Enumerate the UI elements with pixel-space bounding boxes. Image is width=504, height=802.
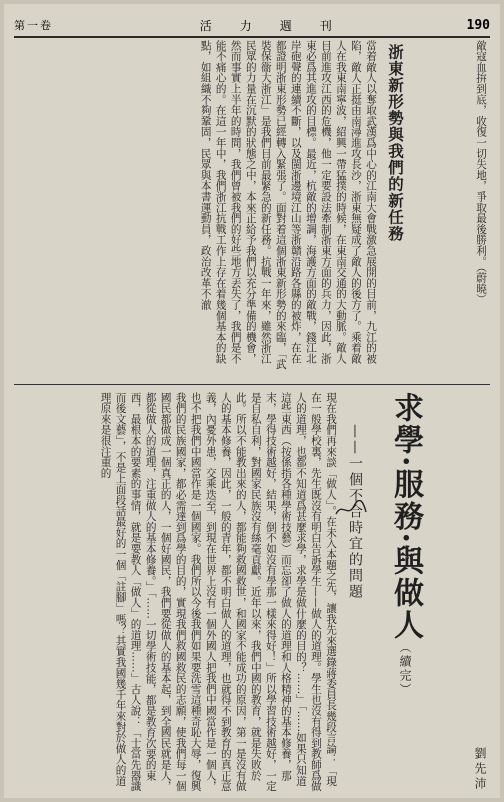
article1-title: 浙東新形勢與我們的新任務 [386,44,405,242]
article2-title-block [366,392,422,772]
journal-name: 活力週刊 [199,18,360,33]
section-divider [14,384,490,385]
issue-label: 第一卷 [14,19,53,32]
article2-subtitle: ——一個不合時宜的問題 [347,424,363,600]
handwritten-annotation-mark [334,500,368,520]
page-number: 190 [466,17,490,33]
article1-continued-text: 敵寇血拚到底，收復一切失地，爭取最後勝利。（蔚曉） [475,40,487,305]
page [4,4,500,798]
article1-body: 當着敵人以奪取武漢爲中心的江南大會戰激急展開的目前，九江的被陷，敵人正挺由南潯進攻長沙，浙東無疑成了敵人的後方了。乘着敵人在我東南寧波，紹興一帶猛撲的時候，在東南交通的大動脈。敵人目前進攻江西的危機，他一定要設法牽制浙東方面的兵力，因此，浙東必爲其進攻的目標。最近，杭敵的增調，海護方面的敵戰，錢江北岸砲聲的連續不斷，以及閩浙邊境江山等浙贛沿路各縣的被炸，在在都證明浙東形勢已經轉入緊張了。面對着這個浙東新形勢的來臨，「武裝保衞大浙江」是我們目前最緊急的新任務。抗戰一年來，雖然浙江民眾的力量在沉默的狀態之中，本來正給予我們以充分準備的機會，然而事實上半年的時間，我們曾被我們的好些地方丟失了，我們是不能不痛心的。在這一年中，我們浙江抗戰工作上存在着幾個基本的缺點，如組織不夠鞏固，民眾與本書運動員，政治改革不澈 [199,40,377,370]
article2-author: 劉先沛 [473,747,487,792]
page-header [14,14,490,38]
article2-title: 求學·服務·與做人 [388,392,423,641]
article2-body: 現在我們再來談「做人」。在未入本題之先，讓我先來選錄蔣委員長幾段言論：「現在一般學校裏，先生既沒有明白告訴學生——做人的道理。學生也沒有得到教師爲做人的道理，也都不知道爲甚麼求學，求學是做什麼的目的？……」「……如果只知道這些東西（按係指各種學術技藝）而忘卻了做人的道理和人格精神的基本修養，那末，學得技術越好，結果，倒不如沒有學那一樣來得好！」所以學習技術越好，一定是自私自利，對國家民族沒有絲毫貢獻。近年以來，我們中國的教育，就是失敗於此。所以不能教出來的人，都能夠救國救世，和國家不能成功的原因，第一是沒有做人的基本修養，因此，一般的青年，都不明白做人的道理，也就得不到教育的真正意義，內憂外患，交乘迭至，到現在世界上沒有一個外國人把我們中國當作是一個人，也不把我們中國當作是一個國家。我們所以今後我們如果要洗雪這種奇恥大辱，復興我們的民族國家，都必需達到爲學的目的，實現我們救國救民的志願，使我們每一個國民都做成一個真正的人，一個好國民，我們要從做人的基本起，到全國民就是人，都從做人的道理，注重做人的基本修養。」「……一切學術技能，都是教育次要的東西，最根本的要素的事情，就是要教人「做人」的道理……」古人說：「士當先器識而後文藝」，不是上面段話最好的一個「註腳」嗎？其實我國幾千年來對於做人的道理原來是很注重的 [99,392,337,792]
article2-continued-mark: （續完） [398,640,412,697]
